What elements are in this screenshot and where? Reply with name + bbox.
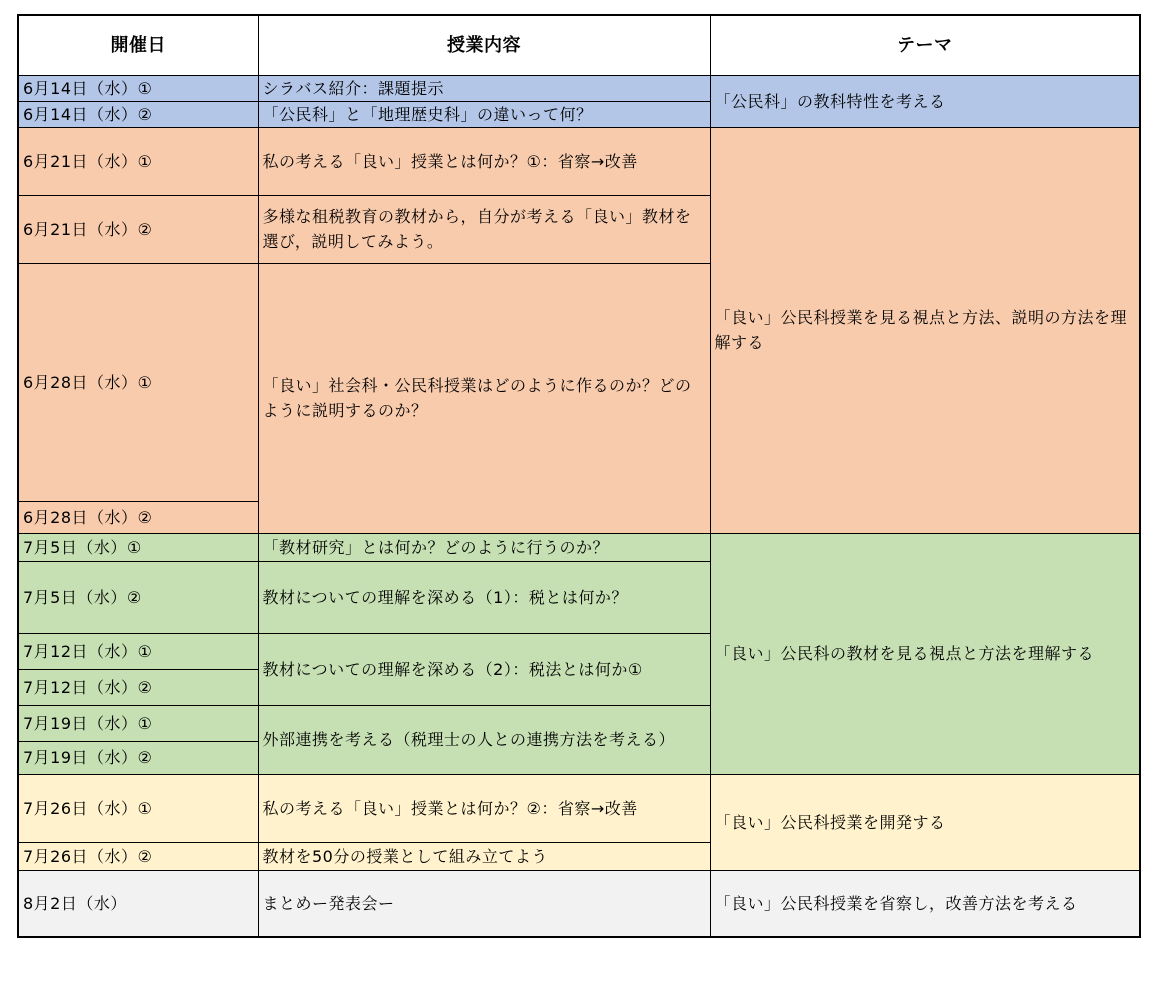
date-cell: 7月26日（水）① [18,774,258,842]
table-row [18,533,1140,561]
date-cell: 6月14日（水）② [18,101,258,127]
date-cell: 7月5日（水）① [18,533,258,561]
schedule-table [17,14,1141,938]
header-content: 授業内容 [258,15,710,75]
content-cell: 教材についての理解を深める（2）：税法とは何か① [258,633,710,705]
table-row [18,127,1140,195]
theme-cell: 「良い」公民科の教材を見る視点と方法を理解する [710,533,1140,774]
content-cell: 「良い」社会科・公民科授業はどのように作るのか？どのように説明するのか？ [258,263,710,533]
theme-cell: 「良い」公民科授業を省察し，改善方法を考える [710,870,1140,937]
date-cell: 6月21日（水）② [18,195,258,263]
content-cell: 「公民科」と「地理歴史科」の違いって何？ [258,101,710,127]
date-cell: 7月5日（水）② [18,561,258,633]
content-cell: 「教材研究」とは何か？どのように行うのか？ [258,533,710,561]
theme-cell: 「公民科」の教科特性を考える [710,75,1140,127]
date-cell: 6月28日（水）① [18,263,258,501]
date-cell: 6月28日（水）② [18,501,258,533]
content-cell: 多様な租税教育の教材から，自分が考える「良い」教材を選び，説明してみよう。 [258,195,710,263]
header-date: 開催日 [18,15,258,75]
content-cell: まとめー発表会ー [258,870,710,937]
table-row [18,774,1140,842]
table-row [18,870,1140,937]
content-cell: 教材を50分の授業として組み立てよう [258,842,710,870]
content-cell: 私の考える「良い」授業とは何か？②：省察→改善 [258,774,710,842]
header-row [18,15,1140,75]
content-cell: シラバス紹介：課題提示 [258,75,710,101]
content-cell: 私の考える「良い」授業とは何か？①：省察→改善 [258,127,710,195]
date-cell: 8月2日（水） [18,870,258,937]
theme-cell: 「良い」公民科授業を見る視点と方法、説明の方法を理解する [710,127,1140,533]
date-cell: 7月19日（水）① [18,705,258,741]
header-theme: テーマ [710,15,1140,75]
content-cell: 教材についての理解を深める（1）：税とは何か？ [258,561,710,633]
table-row [18,75,1140,101]
date-cell: 7月12日（水）① [18,633,258,669]
theme-cell: 「良い」公民科授業を開発する [710,774,1140,870]
date-cell: 7月19日（水）② [18,741,258,774]
content-cell: 外部連携を考える（税理士の人との連携方法を考える） [258,705,710,774]
date-cell: 7月26日（水）② [18,842,258,870]
date-cell: 6月14日（水）① [18,75,258,101]
date-cell: 6月21日（水）① [18,127,258,195]
date-cell: 7月12日（水）② [18,669,258,705]
